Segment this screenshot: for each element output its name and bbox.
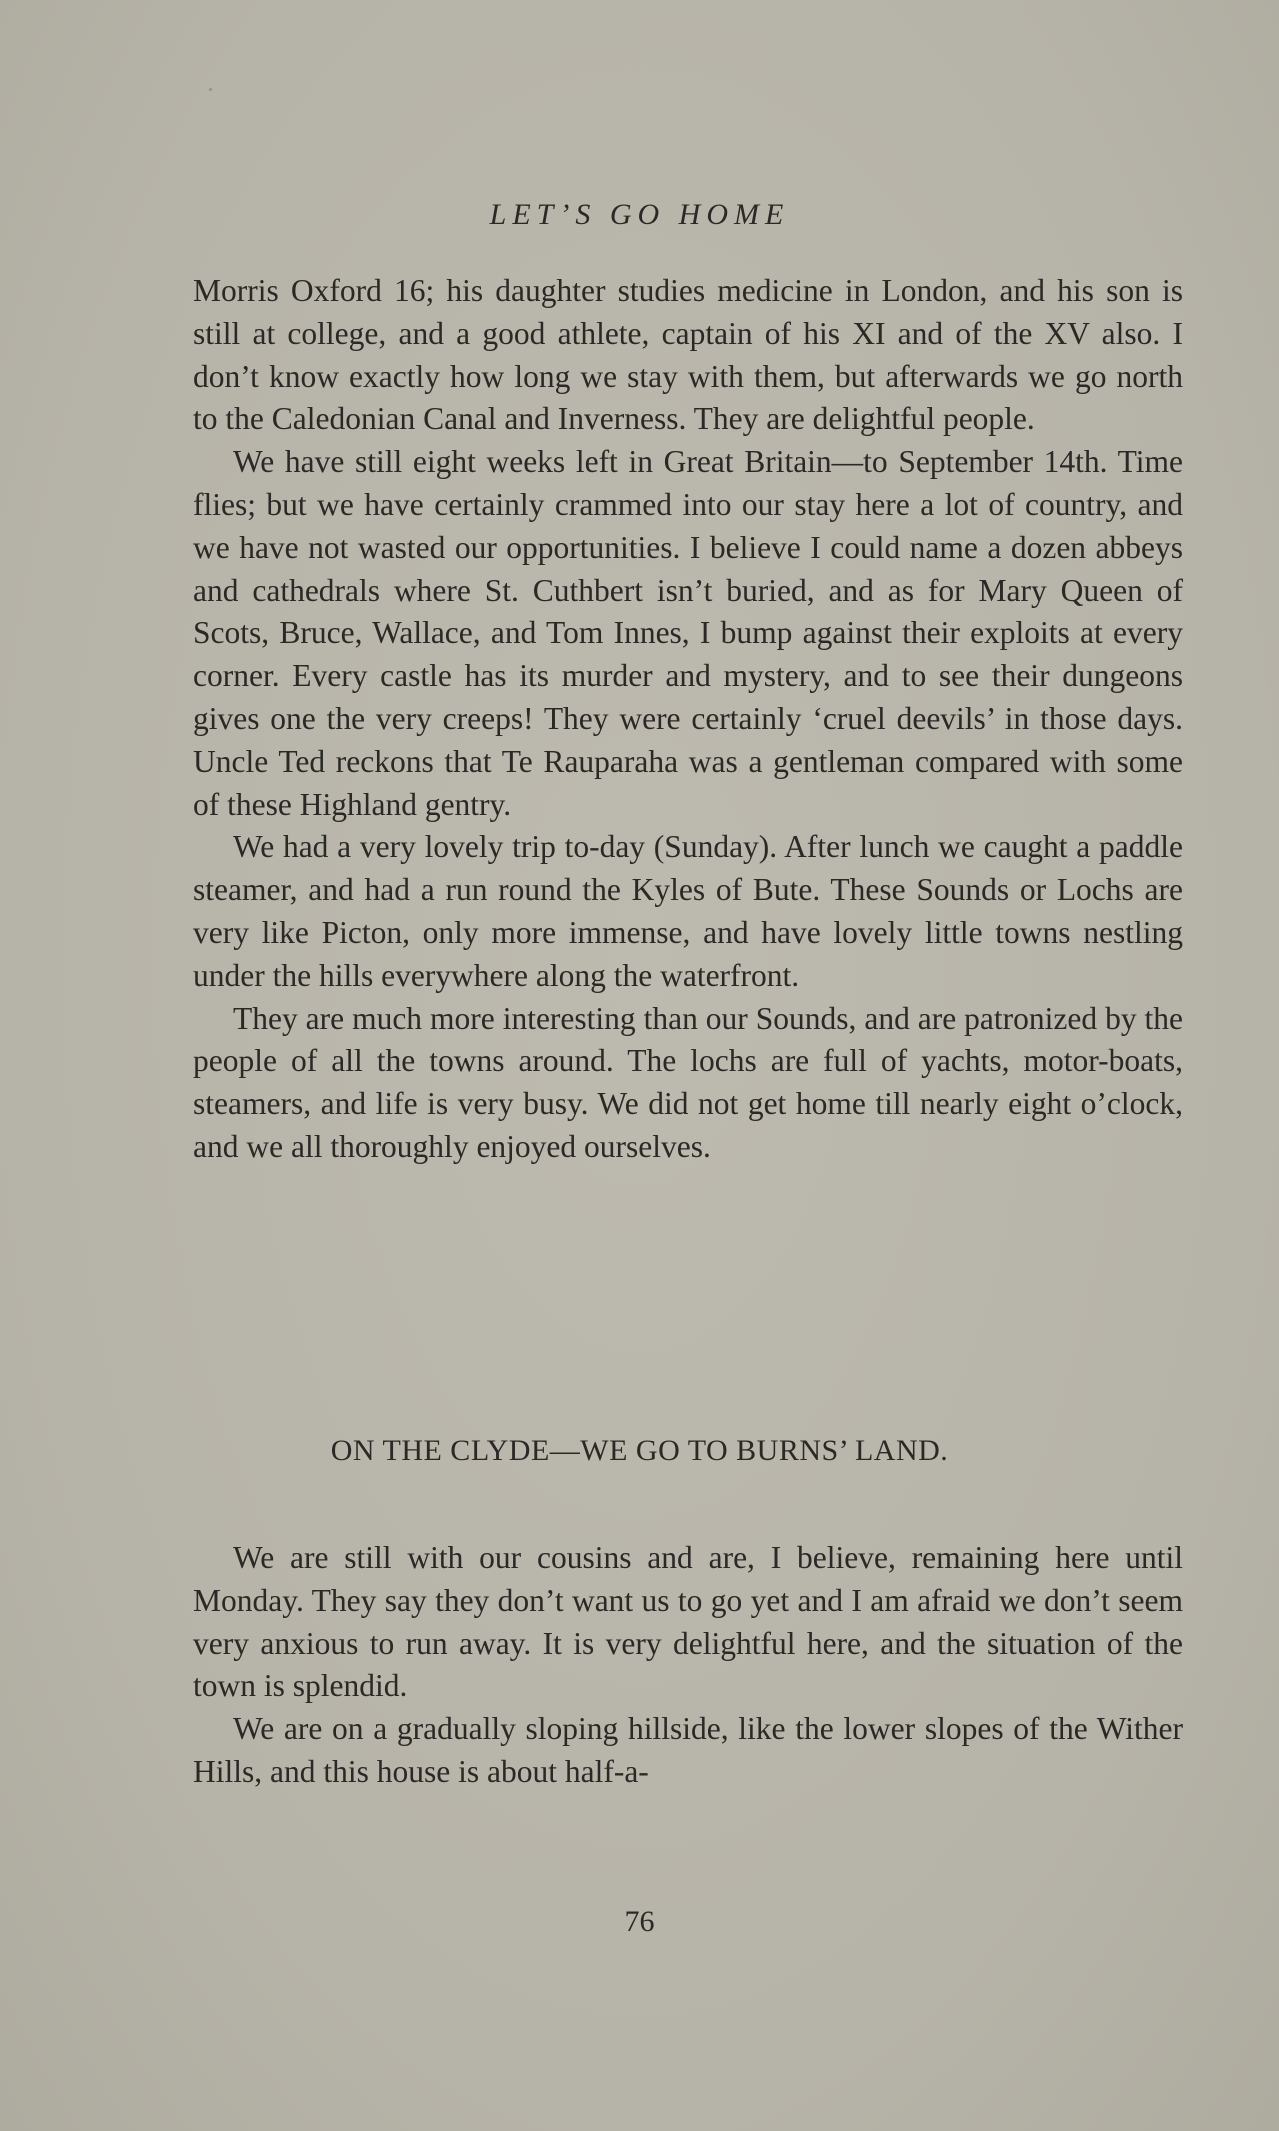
section-body-text: [193, 1537, 1183, 1794]
page-number: 76: [624, 1905, 655, 1938]
section-heading: ON THE CLYDE—WE GO TO BURNS’ LAND.: [330, 1434, 949, 1467]
paragraph: Morris Oxford 16; his daughter studies medicine in London, and his son is still at college, and a good athlete, captain of his XI and of the XV also. I don’t know exactly how long we stay with them, but afterwards we go north to the Caledonian Canal and Inverness. They are delightful people.: [193, 273, 1183, 437]
body-text: [193, 270, 1183, 1169]
paragraph: We had a very lovely trip to-day (Sunday). After lunch we caught a paddle steamer, and had a run round the Kyles of Bute. These Sounds or Lochs are very like Picton, only more immense, and have lovely little towns nestling under the hills everywhere along the waterfront.: [193, 829, 1183, 993]
paragraph: We are on a gradually sloping hillside, like the lower slopes of the Wither Hills, and this house is about half-a-: [193, 1711, 1183, 1789]
running-head: LET’S GO HOME: [489, 198, 790, 231]
paper-speck: [209, 88, 212, 91]
paragraph: We have still eight weeks left in Great Britain—to September 14th. Time flies; but we have certainly crammed into our stay here a lot of country, and we have not wasted our opportunities. I believe I could name a dozen abbeys and cathedrals where St. Cuthbert isn’t buried, and as for Mary Queen of Scots, Bruce, Wallace, and Tom Innes, I bump against their exploits at every corner. Every castle has its murder and mystery, and to see their dungeons gives one the very creeps! They were certainly ‘cruel deevils’ in those days. Uncle Ted reckons that Te Rauparaha was a gentleman compared with some of these Highland gentry.: [193, 444, 1183, 822]
paragraph: We are still with our cousins and are, I believe, remaining here until Monday. They say they don’t want us to go yet and I am afraid we don’t seem very anxious to run away. It is very delightful here, and the situation of the town is splendid.: [193, 1540, 1183, 1704]
paragraph: They are much more interesting than our Sounds, and are patronized by the people of all the towns around. The lochs are full of yachts, motor-boats, steamers, and life is very busy. We did not get home till nearly eight o’clock, and we all thoroughly enjoyed ourselves.: [193, 1000, 1183, 1164]
